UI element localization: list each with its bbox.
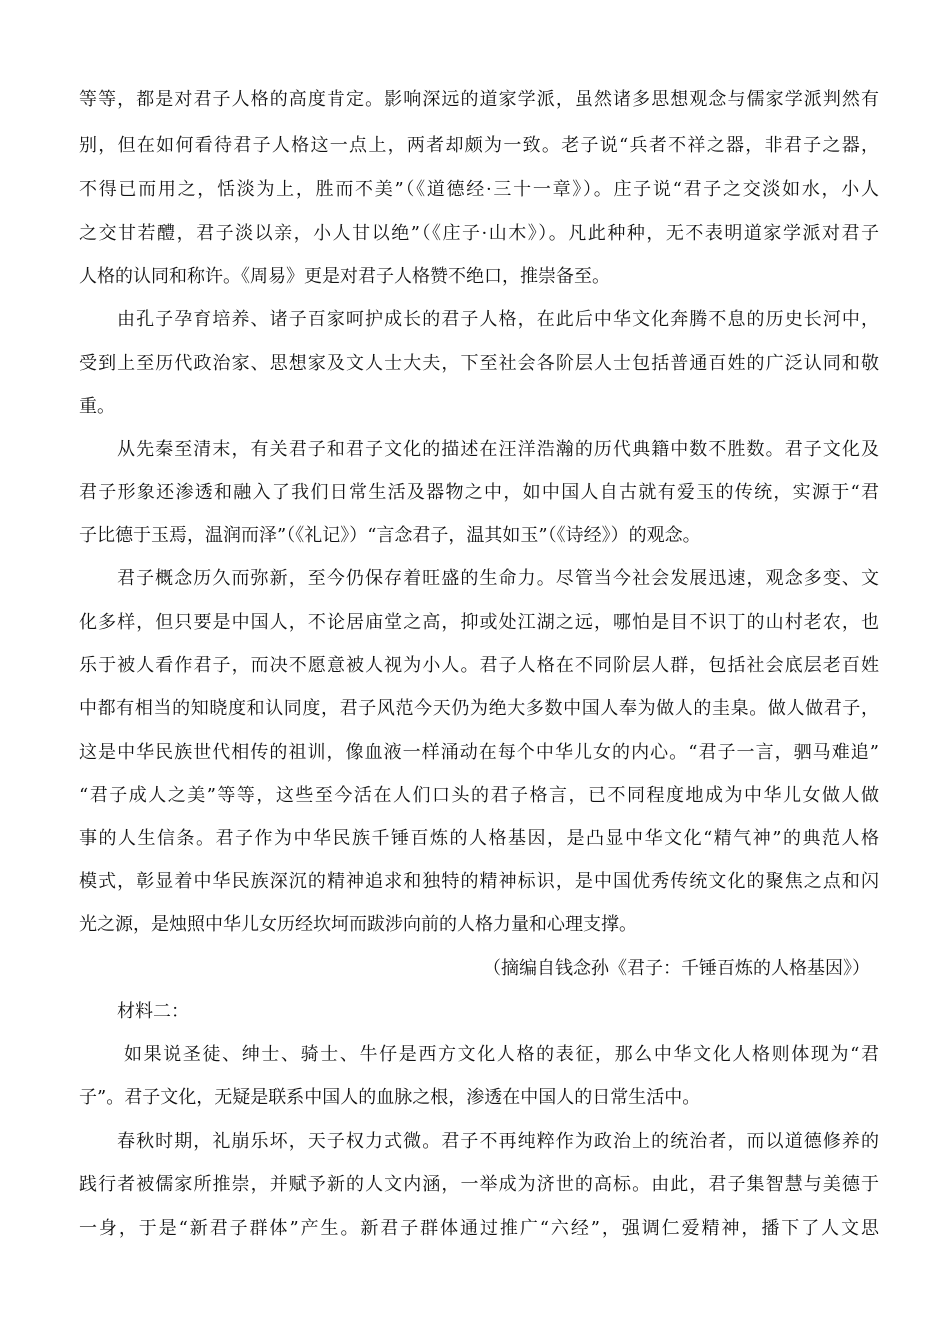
text-line: 等等，都是对君子人格的高度肯定。影响深远的道家学派，虽然诸多思想观念与儒家学派判然有 (79, 89, 879, 110)
text-line: 化多样，但只要是中国人，不论居庙堂之高，抑或处江湖之远，哪怕是目不识丁的山村老农，也 (79, 612, 879, 633)
text-line: 受到上至历代政治家、思想家及文人士大夫，下至社会各阶层人士包括普通百姓的广泛认同和敬 (79, 353, 879, 374)
text-line: 一身，于是“新君子群体”产生。新君子群体通过推广“六经”，强调仁爱精神，播下了人文思 (79, 1218, 879, 1239)
text-line: 乐于被人看作君子，而决不愿意被人视为小人。君子人格在不同阶层人群，包括社会底层老百姓 (79, 655, 879, 676)
text-line: 光之源，是烛照中华儿女历经坎坷而跋涉向前的人格力量和心理支撑。 (79, 914, 637, 935)
text-line: 中都有相当的知晓度和认同度，君子风范今天仍为绝大多数中国人奉为做人的圭臬。做人做君子， (79, 698, 879, 719)
text-line: 践行者被儒家所推崇，并赋予新的人文内涵，一举成为济世的高标。由此，君子集智慧与美德于 (79, 1174, 879, 1195)
text-line: 人格的认同和称许。《周易》更是对君子人格赞不绝口，推崇备至。 (79, 266, 610, 287)
citation: （摘编自钱念孙《君子：千锤百炼的人格基因》） (483, 958, 870, 979)
paragraph-first-line: 由孔子孕育培养、诸子百家呵护成长的君子人格，在此后中华文化奔腾不息的历史长河中， (117, 309, 879, 330)
text-line: 子比德于玉焉，温润而泽”（《礼记》）“言念君子，温其如玉”（《诗经》）的观念。 (79, 525, 701, 546)
text-line: 之交甘若醴，君子淡以亲，小人甘以绝”（《庄子·山木》）。凡此种种，无不表明道家学派对君子 (79, 223, 879, 244)
text-line: 君子形象还渗透和融入了我们日常生活及器物之中，如中国人自古就有爱玉的传统，实源于“君 (79, 482, 879, 503)
text-line: 这是中华民族世代相传的祖训，像血液一样涌动在每个中华儿女的内心。“君子一言，驷马难追” (79, 742, 879, 763)
text-line: “君子成人之美”等等，这些至今活在人们口头的君子格言，已不同程度地成为中华儿女做人做 (79, 785, 879, 806)
text-line: 模式，彰显着中华民族深沉的精神追求和独特的精神标识，是中国优秀传统文化的聚焦之点和闪 (79, 871, 879, 892)
paragraph-first-line: 从先秦至清末，有关君子和君子文化的描述在汪洋浩瀚的历代典籍中数不胜数。君子文化及 (117, 439, 879, 460)
text-line: 子”。君子文化，无疑是联系中国人的血脉之根，渗透在中国人的日常生活中。 (79, 1087, 701, 1108)
paragraph-first-line: 君子概念历久而弥新，至今仍保存着旺盛的生命力。尽管当今社会发展迅速，观念多变、文 (117, 568, 879, 589)
section-heading: 材料二： (117, 1001, 189, 1022)
paragraph-first-line: 如果说圣徒、绅士、骑士、牛仔是西方文化人格的表征，那么中华文化人格则体现为“君 (124, 1044, 879, 1065)
text-line: 重。 (79, 396, 115, 417)
text-line: 别，但在如何看待君子人格这一点上，两者却颇为一致。老子说“兵者不祥之器，非君子之器， (79, 135, 879, 156)
text-line: 不得已而用之，恬淡为上，胜而不美”（《道德经·三十一章》）。庄子说“君子之交淡如水，小人 (79, 179, 879, 200)
text-line: 事的人生信条。君子作为中华民族千锤百炼的人格基因，是凸显中华文化“精气神”的典范人格 (79, 828, 879, 849)
paragraph-first-line: 春秋时期，礼崩乐坏，天子权力式微。君子不再纯粹作为政治上的统治者，而以道德修养的 (117, 1131, 879, 1152)
